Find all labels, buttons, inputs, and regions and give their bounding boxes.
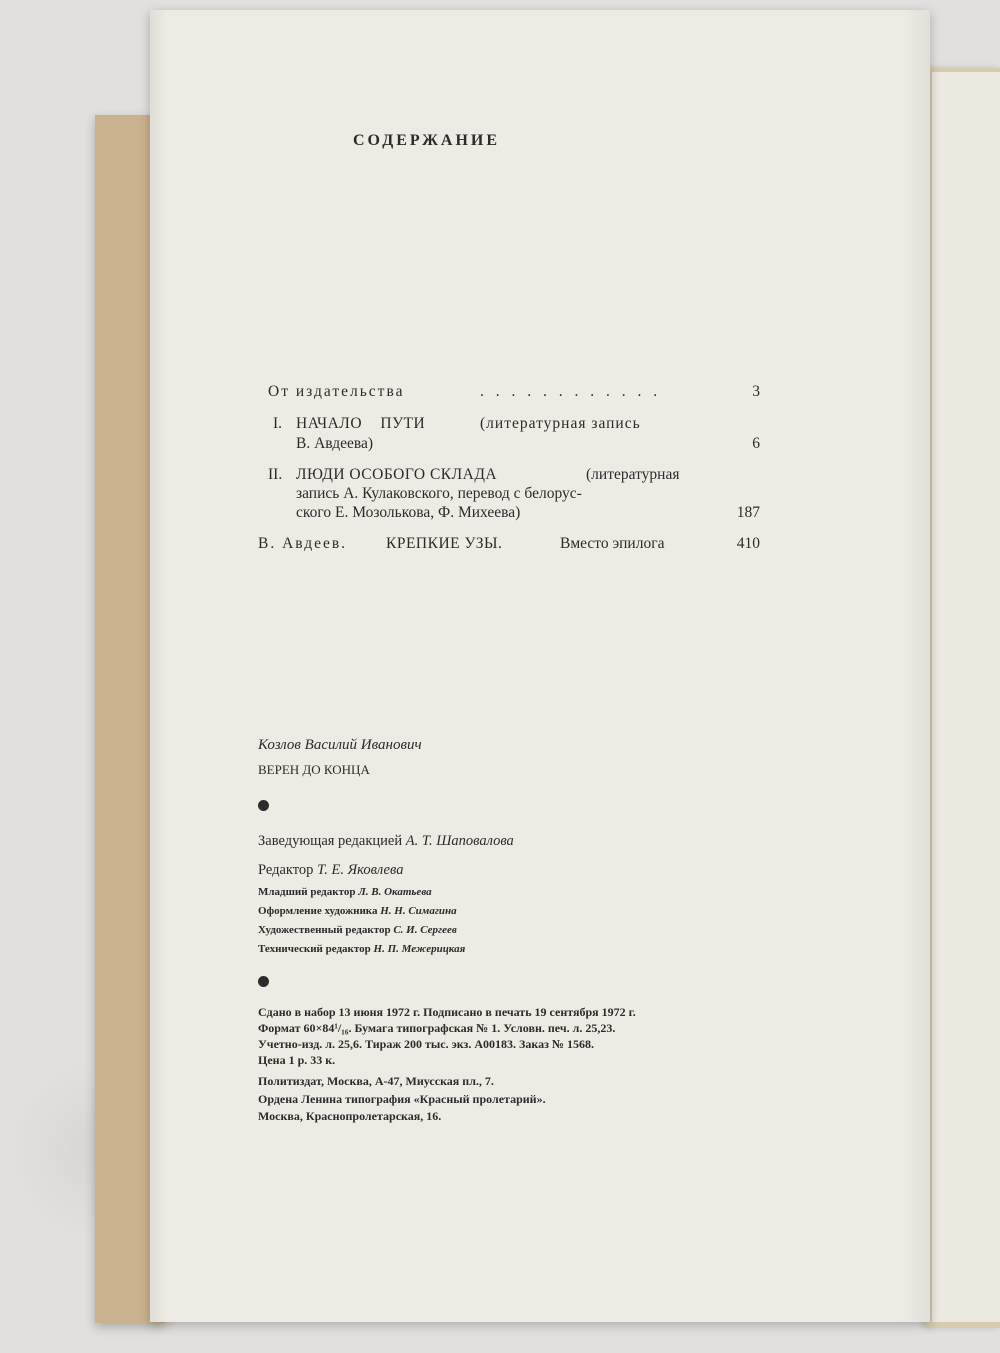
toc-entry-numeral: I. [273, 415, 283, 432]
credit-name: Н. Н. Симагина [380, 905, 457, 917]
toc-entry-heading: КРЕПКИЕ УЗЫ. [386, 535, 503, 552]
credit-line [258, 924, 457, 936]
credit-line [258, 905, 457, 917]
printer-line: Ордена Ленина типография «Красный пролетарий». [258, 1092, 546, 1106]
toc-entry-note: Вместо эпилога [560, 535, 665, 552]
toc-entry-heading: ЛЮДИ ОСОБОГО СКЛАДА [296, 466, 498, 483]
toc-page-number: 6 [752, 435, 760, 452]
facing-page-edge [932, 72, 1000, 1322]
head-editor-line [258, 833, 514, 850]
contents-title: СОДЕРЖАНИЕ [353, 132, 501, 149]
credit-label: Технический редактор [258, 943, 371, 955]
imprint-line: Формат 60×84¹/₁₆. Бумага типографская № 1. Условн. печ. л. 25,23. [258, 1021, 616, 1035]
bullet-mark [258, 800, 269, 811]
author-name: Козлов Василий Иванович [258, 737, 422, 753]
toc-page-number: 187 [736, 504, 760, 521]
bullet-mark [258, 976, 269, 987]
toc-leader-dots: . . . . . . . . . . . . [480, 383, 662, 400]
book-page [150, 10, 930, 1322]
book-title: ВЕРЕН ДО КОНЦА [258, 762, 370, 777]
toc-entry-line: запись А. Кулаковского, перевод с белорус- [296, 485, 582, 502]
printer-line: Москва, Краснопролетарская, 16. [258, 1109, 442, 1123]
toc-entry-numeral: II. [268, 466, 283, 483]
imprint-line: Учетно-изд. л. 25,6. Тираж 200 тыс. экз. А00183. Заказ № 1568. [258, 1037, 594, 1051]
toc-entry-author: В. Авдеев. [258, 535, 348, 552]
editor-line [258, 862, 403, 879]
toc-entry-label: От издательства [268, 383, 405, 400]
credit-line [258, 943, 465, 955]
credit-label: Оформление художника [258, 905, 378, 917]
toc-entry-note: (литературная запись [480, 415, 641, 432]
credit-name: Л. В. Окатьева [358, 886, 432, 898]
head-editor-label: Заведующая редакцией [258, 833, 403, 849]
credit-label: Художественный редактор [258, 924, 391, 936]
editor-label: Редактор [258, 862, 314, 878]
credit-label: Младший редактор [258, 886, 356, 898]
credit-name: С. И. Сергеев [393, 924, 457, 936]
toc-page-number: 410 [736, 535, 760, 552]
toc-entry-line: В. Авдеева) [296, 435, 374, 452]
toc-entry-line: ского Е. Мозолькова, Ф. Михеева) [296, 504, 521, 521]
editor-name: Т. Е. Яковлева [317, 862, 404, 878]
credit-line [258, 886, 432, 898]
publisher-line: Политиздат, Москва, А-47, Миусская пл., 7. [258, 1074, 494, 1088]
head-editor-name: А. Т. Шаповалова [405, 833, 514, 849]
toc-entry-heading: НАЧАЛО ПУТИ [296, 415, 426, 432]
credit-name: Н. П. Межерицкая [373, 943, 466, 955]
toc-page-number: 3 [752, 383, 760, 400]
imprint-line: Сдано в набор 13 июня 1972 г. Подписано в печать 19 сентября 1972 г. [258, 1005, 636, 1019]
toc-entry-note: (литературная [586, 466, 680, 483]
imprint-line: Цена 1 р. 33 к. [258, 1053, 336, 1067]
